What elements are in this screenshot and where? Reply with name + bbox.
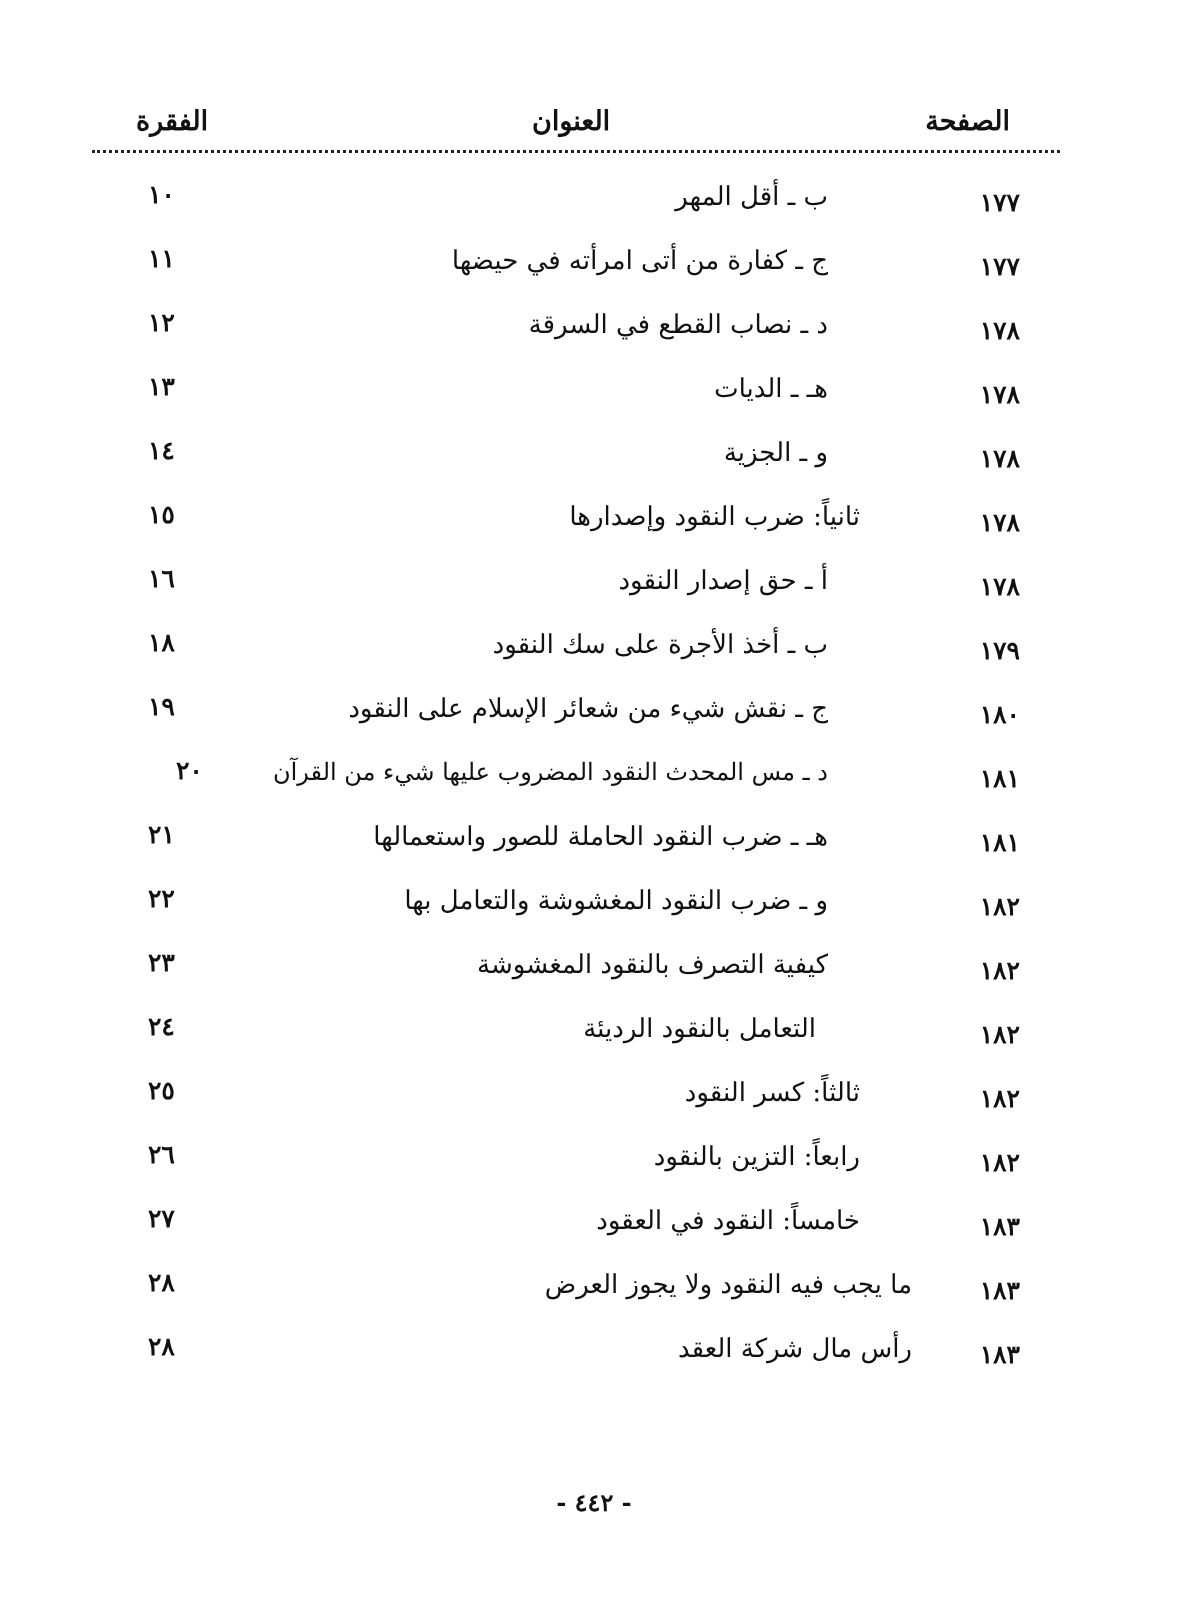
entry-title: ب ـ أقل المهر (675, 182, 828, 212)
paragraph-number: ٢٢ (148, 884, 175, 913)
toc-row (0, 1268, 1188, 1336)
entry-title: رابعاً: التزين بالنقود (653, 1142, 860, 1172)
entry-title: التعامل بالنقود الرديئة (583, 1014, 816, 1044)
page-number: ١٧٨ (979, 316, 1020, 345)
toc-row (0, 180, 1188, 248)
paragraph-number: ١٩ (148, 692, 175, 721)
page-number: ١٧٩ (979, 636, 1020, 665)
entry-title: خامساً: النقود في العقود (596, 1206, 860, 1236)
toc-row (0, 500, 1188, 568)
entry-title: و ـ ضرب النقود المغشوشة والتعامل بها (404, 886, 828, 916)
page-number: ١٨٣ (979, 1276, 1020, 1305)
toc-row (0, 308, 1188, 376)
page-number: ١٨٣ (979, 1212, 1020, 1241)
entry-title: ج ـ نقش شيء من شعائر الإسلام على النقود (348, 694, 828, 724)
entry-title: أ ـ حق إصدار النقود (618, 566, 828, 596)
toc-row (0, 948, 1188, 1016)
page-number: ١٨٢ (979, 1084, 1020, 1113)
entry-title: ما يجب فيه النقود ولا يجوز العرض (544, 1270, 912, 1300)
dotted-divider (92, 150, 1060, 153)
toc-row (0, 1140, 1188, 1208)
page-number: ١٧٨ (979, 380, 1020, 409)
paragraph-number: ١١ (148, 244, 175, 273)
entry-title: ثالثاً: كسر النقود (684, 1078, 860, 1108)
paragraph-number: ١٢ (148, 308, 175, 337)
paragraph-number: ٢٠ (176, 756, 203, 785)
column-header-page: الصفحة (925, 106, 1010, 137)
entry-title: هـ ـ ضرب النقود الحاملة للصور واستعمالها (373, 822, 828, 852)
toc-row (0, 820, 1188, 888)
page-number: ١٨٢ (979, 892, 1020, 921)
entry-title: و ـ الجزية (723, 438, 828, 468)
toc-row (0, 884, 1188, 952)
toc-row (0, 1076, 1188, 1144)
toc-row (0, 1012, 1188, 1080)
entry-title: كيفية التصرف بالنقود المغشوشة (477, 950, 828, 980)
column-header-paragraph: الفقرة (136, 106, 209, 137)
page-number: ١٨٢ (979, 956, 1020, 985)
toc-row (0, 1332, 1188, 1400)
page-number: ١٨٢ (979, 1148, 1020, 1177)
entry-title: هـ ـ الديات (714, 374, 828, 404)
paragraph-number: ١٣ (148, 372, 175, 401)
paragraph-number: ٢٨ (148, 1268, 175, 1297)
page-number: ١٧٧ (979, 188, 1020, 217)
toc-row (0, 756, 1188, 824)
page-number: ١٨١ (979, 828, 1020, 857)
page-number: ١٧٧ (979, 252, 1020, 281)
page-number: ١٧٨ (979, 444, 1020, 473)
paragraph-number: ٢٧ (148, 1204, 175, 1233)
toc-row (0, 628, 1188, 696)
entry-title: ب ـ أخذ الأجرة على سك النقود (492, 630, 828, 660)
page-number-footer: - ٤٤٢ - (556, 1488, 632, 1517)
paragraph-number: ٢٦ (148, 1140, 175, 1169)
toc-row (0, 372, 1188, 440)
toc-row (0, 244, 1188, 312)
page-number: ١٨٢ (979, 1020, 1020, 1049)
paragraph-number: ٢٤ (148, 1012, 175, 1041)
paragraph-number: ١٨ (148, 628, 175, 657)
entry-title: ثانياً: ضرب النقود وإصدارها (569, 502, 860, 532)
entry-title: د ـ نصاب القطع في السرقة (528, 310, 828, 340)
paragraph-number: ١٥ (148, 500, 175, 529)
toc-row (0, 436, 1188, 504)
entry-title: د ـ مس المحدث النقود المضروب عليها شيء من القرآن (273, 758, 828, 786)
toc-row (0, 1204, 1188, 1272)
paragraph-number: ٢٣ (148, 948, 175, 977)
toc-row (0, 692, 1188, 760)
page-number: ١٧٨ (979, 508, 1020, 537)
paragraph-number: ١٦ (148, 564, 175, 593)
paragraph-number: ٢٥ (148, 1076, 175, 1105)
entry-title: ج ـ كفارة من أتى امرأته في حيضها (451, 246, 828, 276)
page-number: ١٨٣ (979, 1340, 1020, 1369)
paragraph-number: ١٤ (148, 436, 175, 465)
page-number: ١٨٠ (979, 700, 1020, 729)
entry-title: رأس مال شركة العقد (678, 1334, 912, 1364)
page-number: ١٧٨ (979, 572, 1020, 601)
toc-row (0, 564, 1188, 632)
page-number: ١٨١ (979, 764, 1020, 793)
paragraph-number: ٢٨ (148, 1332, 175, 1361)
paragraph-number: ١٠ (148, 180, 175, 209)
column-header-title: العنوان (532, 106, 611, 137)
paragraph-number: ٢١ (148, 820, 175, 849)
